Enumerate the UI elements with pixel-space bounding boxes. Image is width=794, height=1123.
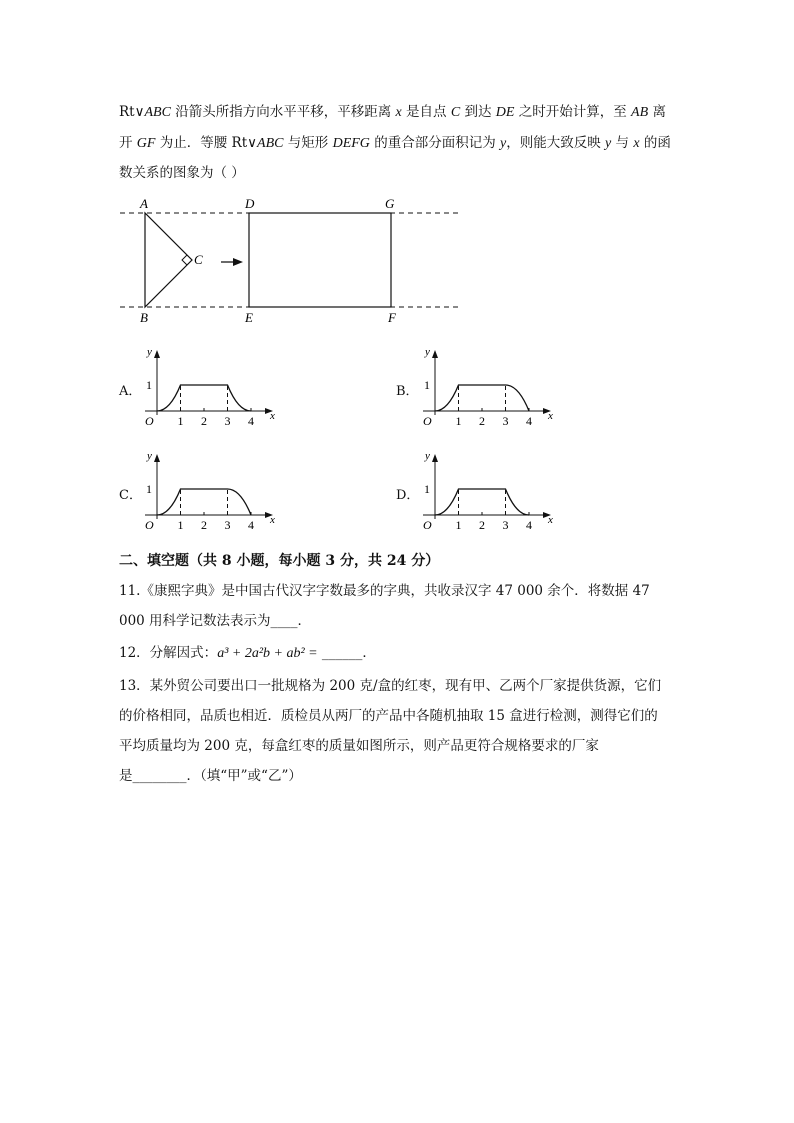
geometry-figure <box>115 195 475 330</box>
x-tick-label: 1 <box>455 518 462 532</box>
y-axis-arrow <box>154 350 160 358</box>
text-x: x <box>395 105 402 120</box>
text-x: x <box>633 136 640 151</box>
text-seg: 到达 <box>460 104 496 120</box>
option-c-label: C． <box>119 488 142 503</box>
problem-line-3: 数关系的图象为（ ） <box>119 165 245 181</box>
x-tick-label: 2 <box>479 518 485 532</box>
q13-line-2: 的价格相同，品质也相近．质检员从两厂的产品中各随机抽取 15 盒进行检测，测得它们的 <box>119 708 658 724</box>
x-tick-label: 2 <box>201 414 207 428</box>
x-tick-label: 3 <box>224 414 231 428</box>
problem-line-1 <box>119 103 666 122</box>
option-a-label: A． <box>119 384 142 399</box>
y-axis-arrow <box>432 350 438 358</box>
text-seg: 是自点 <box>401 104 451 120</box>
text-seg: 与矩形 <box>283 135 333 151</box>
x-axis-label: x <box>548 410 553 422</box>
origin-label: O <box>423 414 432 428</box>
right-angle-marker <box>182 255 187 265</box>
q11-line-2: 000 用科学记数法表示为____． <box>119 613 312 629</box>
option-b-label: B． <box>396 384 419 399</box>
label-f: F <box>388 310 396 325</box>
text-rt: Rt <box>119 104 135 120</box>
text-seg: 之时开始计算，至 <box>514 104 632 120</box>
function-curve <box>435 489 529 515</box>
x-tick-label: 2 <box>201 518 207 532</box>
y-tick-label: 1 <box>424 378 430 392</box>
y-axis-label: y <box>147 346 152 358</box>
option-a-graph <box>140 343 285 428</box>
y-tick-label: 1 <box>146 482 152 496</box>
text-defg: DEFG <box>332 136 370 151</box>
section-heading: 二、填空题（共 8 小题，每小题 3 分，共 24 分） <box>119 553 440 569</box>
rectangle-defg <box>249 213 391 307</box>
x-tick-label: 3 <box>502 518 509 532</box>
option-d-graph <box>418 447 563 532</box>
y-tick-label: 1 <box>424 482 430 496</box>
x-tick-label: 1 <box>455 414 462 428</box>
text-gf: GF <box>136 136 156 151</box>
text-seg: 的函 <box>639 135 671 151</box>
origin-label: O <box>423 518 432 532</box>
function-curve <box>157 385 251 411</box>
q12-line <box>119 644 376 663</box>
text-seg: 沿箭头所指方向水平平移，平移距离 <box>170 104 396 120</box>
x-tick-label: 2 <box>479 414 485 428</box>
text-seg: 开 <box>119 135 137 151</box>
x-tick-label: 3 <box>224 518 231 532</box>
text-seg: 离 <box>648 104 666 120</box>
text-seg: 为止．等腰 Rt <box>155 135 248 151</box>
q13-line-3: 平均质量均为 200 克，每盒红枣的质量如图所示，则产品更符合规格要求的厂家 <box>119 738 599 754</box>
y-axis-arrow <box>432 454 438 462</box>
arrow-head <box>233 258 243 266</box>
label-b: B <box>140 310 148 325</box>
y-axis-arrow <box>154 454 160 462</box>
q12-blank: ______． <box>317 645 376 661</box>
option-c-graph <box>140 447 285 532</box>
label-e: E <box>245 310 253 325</box>
q12-expression: a³ + 2a²b + ab² = <box>217 646 318 661</box>
label-a: A <box>140 196 148 211</box>
text-seg: ，则能大致反映 <box>506 135 606 151</box>
triangle-abc <box>145 213 192 307</box>
text-ab: AB <box>631 105 649 120</box>
q13-line-4: 是________．（填“甲”或“乙”） <box>119 768 302 784</box>
problem-line-2 <box>119 134 671 153</box>
x-tick-label: 3 <box>502 414 509 428</box>
text-abc: ABC <box>257 136 284 151</box>
text-y: y <box>605 136 612 151</box>
text-seg: 与 <box>611 135 634 151</box>
text-abc: ABC <box>144 105 171 120</box>
y-tick-label: 1 <box>146 378 152 392</box>
origin-label: O <box>145 414 154 428</box>
y-axis-label: y <box>425 346 430 358</box>
q12-prefix: 12．分解因式： <box>119 645 218 661</box>
x-tick-label: 4 <box>526 414 532 428</box>
x-axis-label: x <box>270 410 275 422</box>
q11-line-1: 11.《康熙字典》是中国古代汉字字数最多的字典，共收录汉字 47 000 余个．将数据 47 <box>119 583 650 599</box>
option-b-graph <box>418 343 563 428</box>
text-seg: 的重合部分面积记为 <box>369 135 501 151</box>
y-axis-label: y <box>147 450 152 462</box>
label-d: D <box>245 196 255 211</box>
function-curve <box>157 489 251 515</box>
option-d-label: D． <box>396 488 420 503</box>
x-tick-label: 1 <box>177 414 184 428</box>
text-c: C <box>450 105 461 120</box>
y-axis-label: y <box>425 450 430 462</box>
x-tick-label: 1 <box>177 518 184 532</box>
function-curve <box>435 385 529 411</box>
text-de: DE <box>495 105 515 120</box>
x-axis-label: x <box>270 514 275 526</box>
triangle-symbol: ∨ <box>247 135 258 151</box>
x-tick-label: 4 <box>248 518 254 532</box>
x-tick-label: 4 <box>526 518 532 532</box>
q13-line-1: 13．某外贸公司要出口一批规格为 200 克/盒的红枣，现有甲、乙两个厂家提供货源，它们 <box>119 678 662 694</box>
label-c: C <box>194 252 203 267</box>
origin-label: O <box>145 518 154 532</box>
triangle-symbol: ∨ <box>134 104 145 120</box>
x-tick-label: 4 <box>248 414 254 428</box>
text-y: y <box>500 136 507 151</box>
label-g: G <box>385 196 395 211</box>
x-axis-label: x <box>548 514 553 526</box>
